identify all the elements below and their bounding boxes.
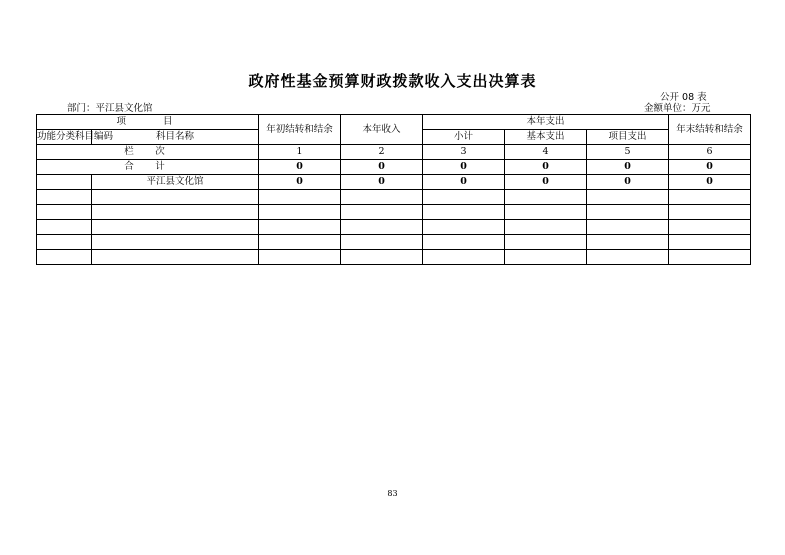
total-value: 0 [587, 160, 669, 175]
header-item: 项 目 [37, 115, 259, 130]
empty-cell [341, 190, 423, 205]
column-number: 5 [587, 145, 669, 160]
empty-cell [37, 250, 92, 265]
column-number-label: 栏 次 [37, 145, 259, 160]
empty-cell [505, 235, 587, 250]
empty-cell [92, 205, 259, 220]
empty-cell [92, 220, 259, 235]
row-subject-name: 平江县文化馆 [92, 175, 259, 190]
total-value: 0 [259, 160, 341, 175]
total-value: 0 [505, 160, 587, 175]
empty-cell [669, 250, 751, 265]
empty-cell [423, 220, 505, 235]
empty-cell [341, 235, 423, 250]
header-end-balance: 年末结转和结余 [669, 115, 751, 145]
row-value: 0 [669, 175, 751, 190]
empty-row [37, 190, 751, 205]
header-func-code: 功能分类科目编码 [37, 130, 92, 145]
total-row [37, 160, 751, 175]
empty-cell [92, 235, 259, 250]
empty-cell [341, 205, 423, 220]
column-number: 6 [669, 145, 751, 160]
total-value: 0 [669, 160, 751, 175]
budget-table [36, 114, 751, 265]
column-number: 3 [423, 145, 505, 160]
form-code: 公开 08 表 [660, 92, 707, 103]
header-basic: 基本支出 [505, 130, 587, 145]
empty-cell [423, 190, 505, 205]
empty-cell [423, 235, 505, 250]
row-value: 0 [505, 175, 587, 190]
empty-row [37, 220, 751, 235]
empty-cell [587, 205, 669, 220]
empty-cell [423, 205, 505, 220]
header-expenditure-group: 本年支出 [423, 115, 669, 130]
report-title: 政府性基金预算财政拨款收入支出决算表 [248, 72, 537, 90]
row-value: 0 [259, 175, 341, 190]
empty-cell [92, 250, 259, 265]
empty-cell [669, 220, 751, 235]
column-number-row [37, 145, 751, 160]
row-func-code [37, 175, 92, 190]
empty-cell [259, 235, 341, 250]
empty-cell [505, 190, 587, 205]
header-row-1 [37, 115, 751, 130]
total-label: 合 计 [37, 160, 259, 175]
header-begin-balance: 年初结转和结余 [259, 115, 341, 145]
column-number: 2 [341, 145, 423, 160]
empty-cell [587, 250, 669, 265]
row-value: 0 [423, 175, 505, 190]
empty-row [37, 250, 751, 265]
empty-cell [259, 205, 341, 220]
empty-cell [669, 205, 751, 220]
total-value: 0 [341, 160, 423, 175]
empty-cell [587, 235, 669, 250]
empty-cell [259, 220, 341, 235]
empty-cell [259, 250, 341, 265]
page-number: 83 [387, 489, 398, 498]
empty-cell [669, 235, 751, 250]
column-number: 4 [505, 145, 587, 160]
empty-cell [92, 190, 259, 205]
empty-cell [341, 220, 423, 235]
empty-row [37, 205, 751, 220]
empty-cell [37, 190, 92, 205]
empty-cell [669, 190, 751, 205]
empty-cell [37, 220, 92, 235]
empty-row [37, 235, 751, 250]
table-row [37, 175, 751, 190]
empty-cell [505, 205, 587, 220]
empty-cell [341, 250, 423, 265]
header-project: 项目支出 [587, 130, 669, 145]
row-value: 0 [341, 175, 423, 190]
unit-label: 金额单位：万元 [644, 103, 711, 114]
department-label: 部门：平江县文化馆 [67, 103, 153, 114]
empty-cell [259, 190, 341, 205]
empty-cell [37, 205, 92, 220]
empty-cell [587, 190, 669, 205]
empty-cell [37, 235, 92, 250]
row-value: 0 [587, 175, 669, 190]
empty-cell [423, 250, 505, 265]
empty-cell [505, 220, 587, 235]
header-subject-name: 科目名称 [92, 130, 259, 145]
header-income: 本年收入 [341, 115, 423, 145]
empty-cell [587, 220, 669, 235]
column-number: 1 [259, 145, 341, 160]
empty-cell [505, 250, 587, 265]
total-value: 0 [423, 160, 505, 175]
header-subtotal: 小计 [423, 130, 505, 145]
